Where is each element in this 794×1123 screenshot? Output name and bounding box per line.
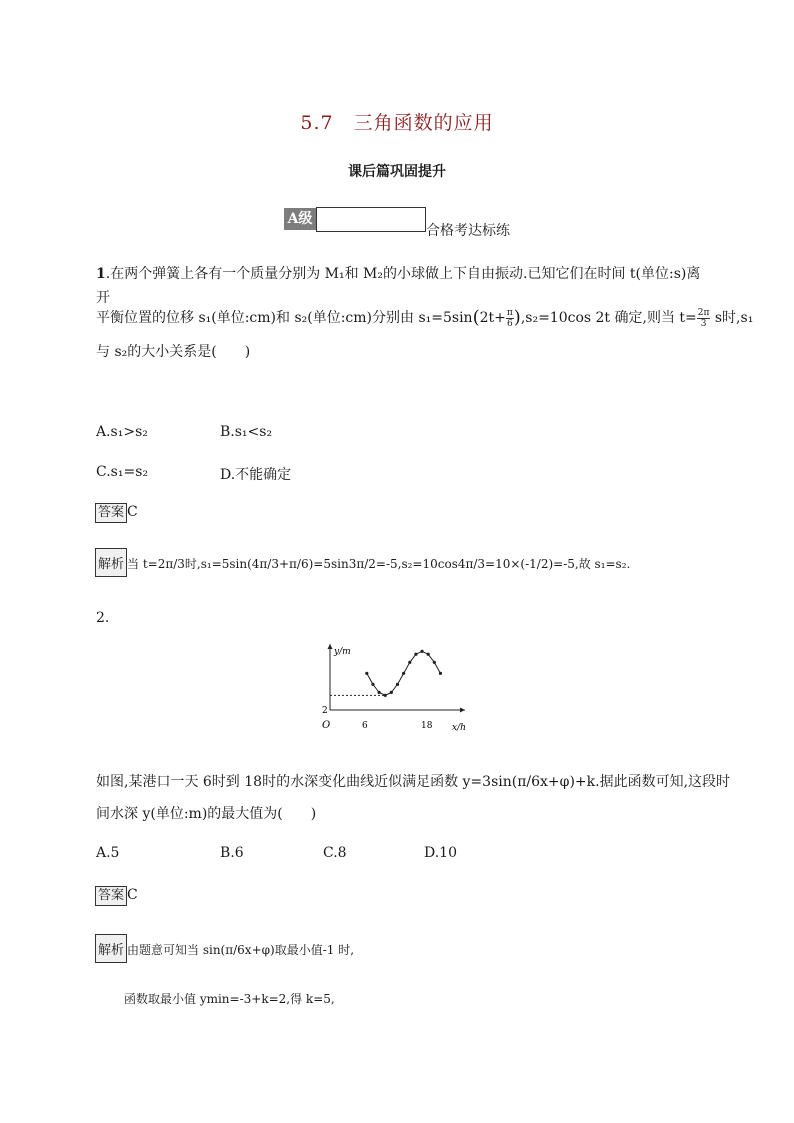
q2-analysis-line1: 由题意可知当 sin(π/6x+φ)取最小值-1 时, — [127, 943, 355, 957]
level-frame — [316, 207, 426, 232]
q1-analysis-text: 当 t=2π/3时,s₁=5sin(4π/3+π/6)=5sin3π/2=-5,s₂=10cos4π/3=10×(-1/2)=-5,故 s₁=s₂. — [127, 557, 631, 571]
q2-number: 2. — [96, 610, 110, 626]
x-tick-18: 18 — [421, 721, 433, 731]
answer-tag: 答案 — [95, 503, 127, 523]
q2-analysis — [95, 934, 354, 963]
data-point — [396, 683, 399, 686]
origin-label: O — [322, 720, 331, 731]
analysis-tag: 解析 — [95, 548, 127, 577]
q1-line2 — [96, 306, 754, 330]
data-point — [408, 661, 411, 664]
q1-analysis — [95, 548, 630, 577]
frac-den: 6 — [506, 318, 513, 329]
q1-answer — [95, 503, 138, 523]
q1-line2-a: 平衡位置的位移 s₁(单位:cm)和 s₂(单位:cm)分别由 s₁=5sin — [96, 310, 473, 326]
data-point — [433, 661, 436, 664]
frac-num: π — [506, 307, 513, 318]
data-point — [420, 650, 423, 653]
level-text: 合格考达标练 — [426, 223, 510, 239]
q1-line2-c: ,s₂=10cos 2t 确定,则当 t= — [520, 310, 697, 326]
q2-option-d: D.10 — [424, 845, 457, 861]
x-axis-arrow — [460, 708, 465, 713]
y-axis-arrow — [328, 644, 333, 649]
q1-option-d: D.不能确定 — [220, 467, 292, 483]
answer-tag: 答案 — [95, 886, 127, 906]
q1-line2-b: 2t+ — [479, 310, 506, 326]
q1-line2-d: s时,s₁ — [710, 310, 754, 326]
q2-text-line2: 间水深 y(单位:m)的最大值为( ) — [96, 806, 317, 822]
x-axis-label: x/h — [452, 723, 466, 733]
page-subtitle: 课后篇巩固提升 — [348, 164, 446, 180]
frac-pi-6 — [506, 308, 514, 329]
frac-num: 2π — [697, 307, 710, 318]
q1-option-b: B.s₁<s₂ — [220, 424, 273, 440]
frac-den: 3 — [700, 318, 707, 329]
level-badge: A级 — [284, 208, 316, 230]
q1-number: 1 — [96, 266, 106, 282]
q1-line3: 与 s₂的大小关系是( ) — [96, 344, 251, 360]
q1-line1-text: .在两个弹簧上各有一个质量分别为 M₁和 M₂的小球做上下自由振动.已知它们在时间 t(单位:s)离开 — [96, 266, 701, 306]
y-axis-label: y/m — [334, 647, 351, 657]
data-point — [377, 691, 380, 694]
q2-text-line1: 如图,某港口一天 6时到 18时的水深变化曲线近似满足函数 y=3sin(π/6x+φ)+k.据此函数可知,这段时 — [96, 774, 731, 790]
q1-answer-value: C — [127, 504, 138, 520]
water-depth-chart — [320, 640, 470, 735]
q2-answer — [95, 886, 138, 906]
data-point — [365, 672, 368, 675]
frac-2pi-3 — [697, 308, 711, 329]
paren-close: ) — [513, 307, 521, 328]
q2-option-a: A.5 — [96, 845, 120, 861]
data-point — [384, 694, 387, 697]
data-point — [414, 653, 417, 656]
q1-option-c: C.s₁=s₂ — [96, 464, 148, 480]
q1-line1 — [96, 262, 706, 310]
q2-analysis-line2: 函数取最小值 ymin=-3+k=2,得 k=5, — [124, 992, 335, 1006]
q2-answer-value: C — [127, 887, 138, 903]
data-point — [427, 653, 430, 656]
data-point — [390, 691, 393, 694]
q2-option-b: B.6 — [220, 845, 244, 861]
analysis-tag: 解析 — [95, 934, 127, 963]
paren-open: ( — [472, 307, 480, 328]
data-point — [402, 672, 405, 675]
page-title: 5.7 三角函数的应用 — [300, 112, 494, 134]
y-tick-2: 2 — [322, 706, 328, 716]
x-tick-6: 6 — [362, 721, 368, 731]
data-point — [439, 672, 442, 675]
q1-option-a: A.s₁>s₂ — [96, 424, 148, 440]
q2-option-c: C.8 — [323, 845, 347, 861]
data-point — [371, 683, 374, 686]
